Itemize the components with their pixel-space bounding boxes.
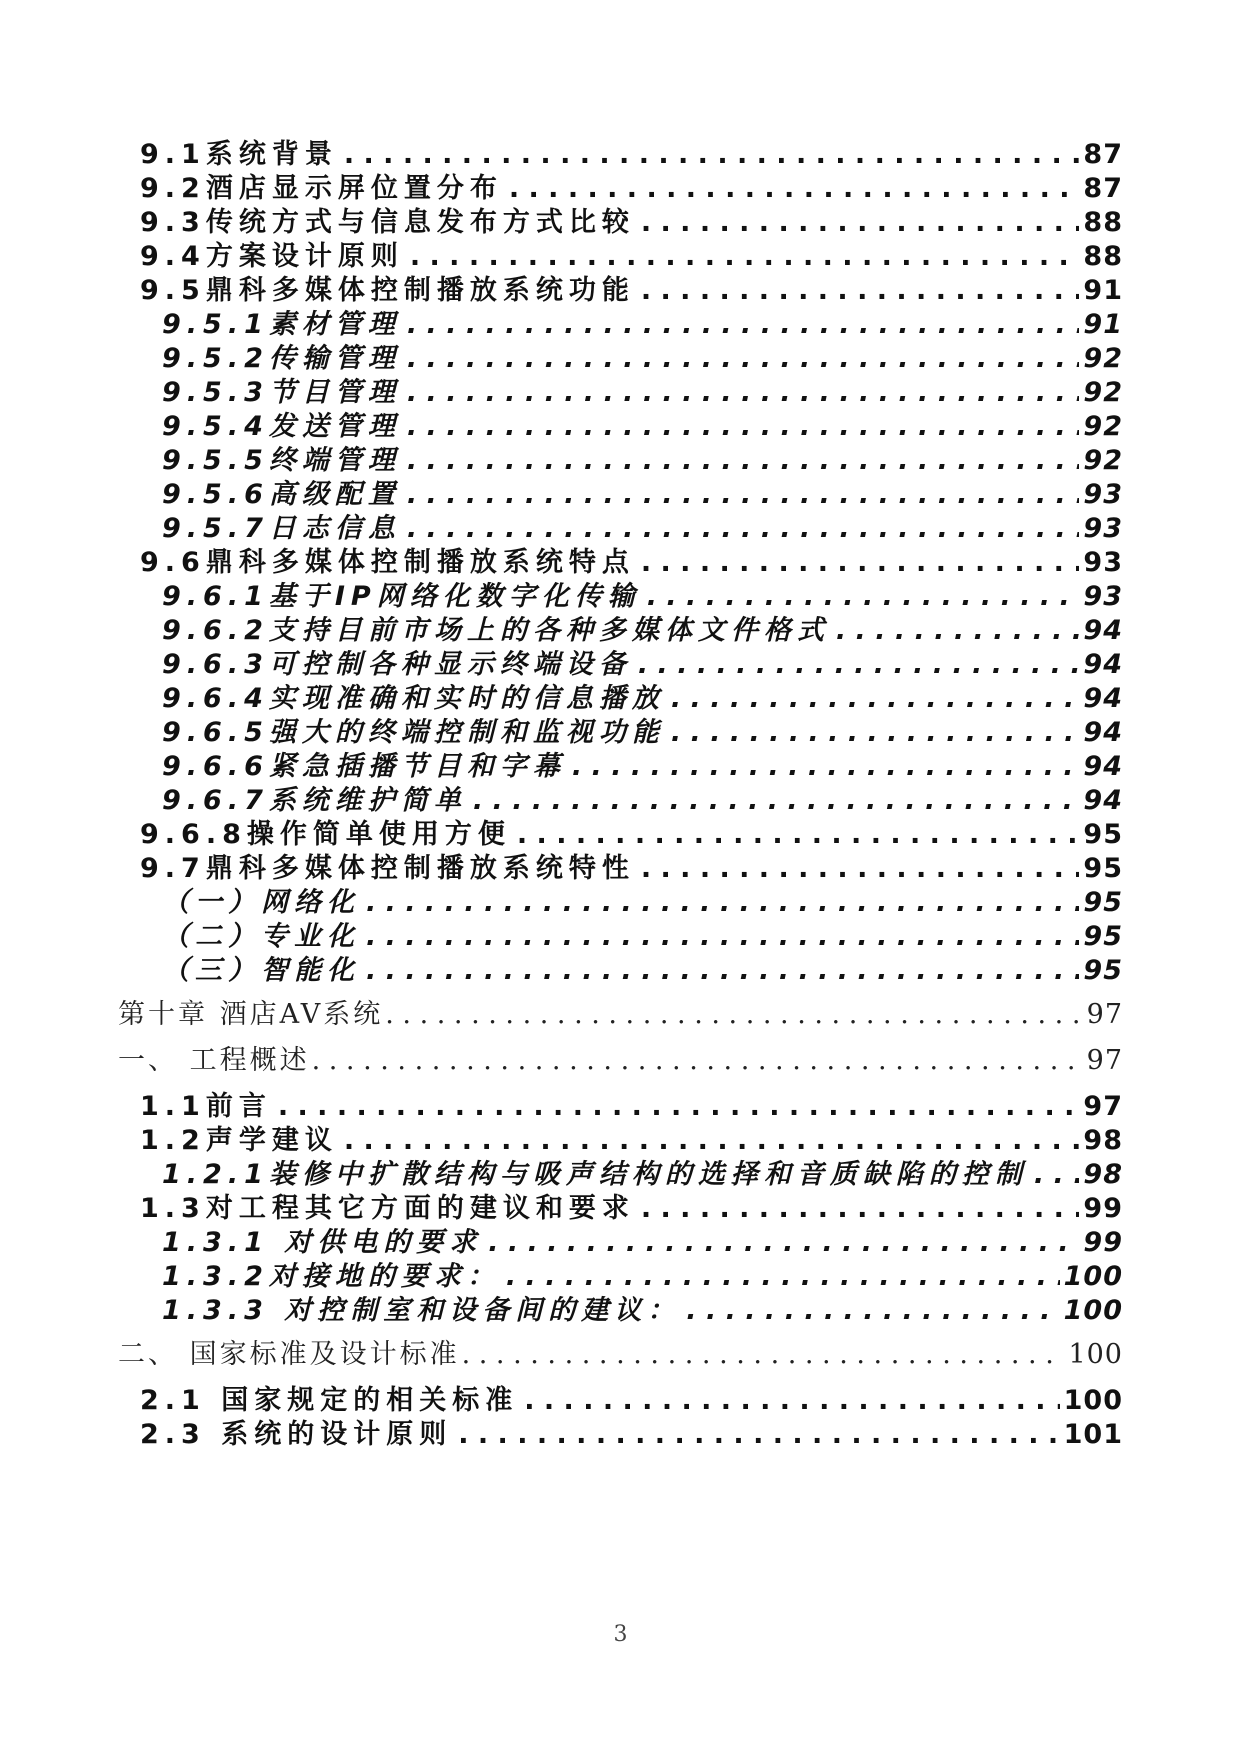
toc-entry-title: 9.6.6紧急插播节目和字幕 <box>162 751 566 782</box>
toc-entry-page: 98 <box>1083 1125 1123 1156</box>
toc-entry-page: 92 <box>1083 377 1123 408</box>
toc-entry-title: 9.6.3可控制各种显示终端设备 <box>162 649 632 680</box>
toc-entry-title: 1.1前言 <box>140 1091 272 1122</box>
toc-entry-page: 88 <box>1083 207 1123 238</box>
toc-entry-title: 9.6.4实现准确和实时的信息播放 <box>162 683 665 714</box>
toc-entry-title: 9.5鼎科多媒体控制播放系统功能 <box>140 275 635 306</box>
dot-leader <box>312 1045 1083 1076</box>
toc-entry-title: 1.3.1 对供电的要求 <box>162 1227 483 1258</box>
toc-entry-title: 9.4方案设计原则 <box>140 241 404 272</box>
toc-entry-page: 94 <box>1083 717 1123 748</box>
toc-entry-title: 1.3对工程其它方面的建议和要求 <box>140 1193 635 1224</box>
toc-entry-title: 9.5.3节目管理 <box>162 377 401 408</box>
toc-entry-title: （三）智能化 <box>162 955 360 986</box>
toc-entry-page: 91 <box>1083 309 1123 340</box>
toc-entry-title: 9.5.7日志信息 <box>162 513 401 544</box>
dot-leader <box>385 999 1082 1030</box>
toc-entry-title: 9.5.2传输管理 <box>162 343 401 374</box>
toc-entry-title: 一、 工程概述 <box>118 1045 310 1076</box>
toc-entry-title: 二、 国家标准及设计标准 <box>118 1339 460 1370</box>
dot-leader <box>686 1295 1059 1326</box>
toc-entry-page: 97 <box>1086 999 1123 1030</box>
toc-entry-title: 9.3传统方式与信息发布方式比较 <box>140 207 635 238</box>
toc-entry-page: 88 <box>1083 241 1123 272</box>
toc-entry-title: 9.6.5强大的终端控制和监视功能 <box>162 717 665 748</box>
toc-entry[interactable] <box>162 1288 1123 1327</box>
toc-entry[interactable] <box>140 1412 1123 1451</box>
toc-entry-page: 93 <box>1083 479 1123 510</box>
toc-entry-page: 93 <box>1083 547 1123 578</box>
page-number: 3 <box>613 1622 628 1647</box>
dot-leader <box>458 1419 1059 1450</box>
toc-entry-title: 1.3.3 对控制室和设备间的建议： <box>162 1295 681 1326</box>
toc-entry[interactable] <box>162 948 1123 987</box>
toc-entry-page: 93 <box>1083 581 1123 612</box>
toc-entry-page: 92 <box>1083 343 1123 374</box>
toc-entry-page: 98 <box>1083 1159 1123 1190</box>
toc-entry-page: 91 <box>1083 275 1123 306</box>
toc-entry-title: 9.5.1素材管理 <box>162 309 401 340</box>
toc-chapter-entry[interactable] <box>118 1038 1123 1077</box>
toc-entry-page: 95 <box>1083 819 1123 850</box>
toc-entry-page: 99 <box>1083 1193 1123 1224</box>
toc-entry-title: 9.6.2支持目前市场上的各种多媒体文件格式 <box>162 615 830 646</box>
toc-entry-title: 9.6.8操作简单使用方便 <box>140 819 511 850</box>
dot-leader <box>366 955 1079 986</box>
toc-entry-page: 100 <box>1063 1385 1123 1416</box>
toc-entry-title: （一）网络化 <box>162 887 360 918</box>
toc-entry-page: 92 <box>1083 411 1123 442</box>
toc-entry-title: （二）专业化 <box>162 921 360 952</box>
toc-entry-title: 9.5.6高级配置 <box>162 479 401 510</box>
toc-entry-page: 95 <box>1083 887 1123 918</box>
toc-entry-title: 9.1系统背景 <box>140 139 338 170</box>
toc-entry-title: 9.6.1基于IP网络化数字化传输 <box>162 581 641 612</box>
toc-entry-page: 101 <box>1063 1419 1123 1450</box>
toc-chapter-entry[interactable] <box>118 1332 1123 1371</box>
toc-entry-page: 94 <box>1083 615 1123 646</box>
toc-chapter-entry[interactable] <box>118 992 1123 1031</box>
toc-entry-page: 95 <box>1083 921 1123 952</box>
toc-entry-title: 1.2.1装修中扩散结构与吸声结构的选择和音质缺陷的控制 <box>162 1159 1028 1190</box>
toc-entry-page: 95 <box>1083 853 1123 884</box>
toc-entry-page: 97 <box>1083 1091 1123 1122</box>
toc-entry-title: 9.2酒店显示屏位置分布 <box>140 173 503 204</box>
toc-entry-page: 87 <box>1083 173 1123 204</box>
toc-entry-title: 1.2声学建议 <box>140 1125 338 1156</box>
toc-entry-page: 94 <box>1083 683 1123 714</box>
toc-entry-page: 95 <box>1083 955 1123 986</box>
toc-entry-title: 1.3.2对接地的要求： <box>162 1261 500 1292</box>
toc-entry-page: 94 <box>1083 785 1123 816</box>
toc-entry-title: 9.5.4发送管理 <box>162 411 401 442</box>
toc-entry-page: 94 <box>1083 751 1123 782</box>
toc-entry-title: 9.7鼎科多媒体控制播放系统特性 <box>140 853 635 884</box>
toc-entry-page: 99 <box>1083 1227 1123 1258</box>
dot-leader <box>462 1339 1065 1370</box>
toc-entry-page: 100 <box>1063 1295 1123 1326</box>
toc-entry-title: 9.6.7系统维护简单 <box>162 785 467 816</box>
toc-entry-page: 97 <box>1086 1045 1123 1076</box>
toc-entry-page: 92 <box>1083 445 1123 476</box>
toc-entry-title: 2.1 国家规定的相关标准 <box>140 1385 519 1416</box>
toc-entry-title: 9.6鼎科多媒体控制播放系统特点 <box>140 547 635 578</box>
toc-entry-title: 9.5.5终端管理 <box>162 445 401 476</box>
toc-entry-title: 2.3 系统的设计原则 <box>140 1419 453 1450</box>
toc-entry-page: 93 <box>1083 513 1123 544</box>
toc-entry-title: 第十章 酒店AV系统 <box>118 999 384 1030</box>
toc-entry-page: 100 <box>1068 1339 1123 1370</box>
toc-entry-page: 100 <box>1063 1261 1123 1292</box>
toc-entry-page: 87 <box>1083 139 1123 170</box>
toc-entry-page: 94 <box>1083 649 1123 680</box>
